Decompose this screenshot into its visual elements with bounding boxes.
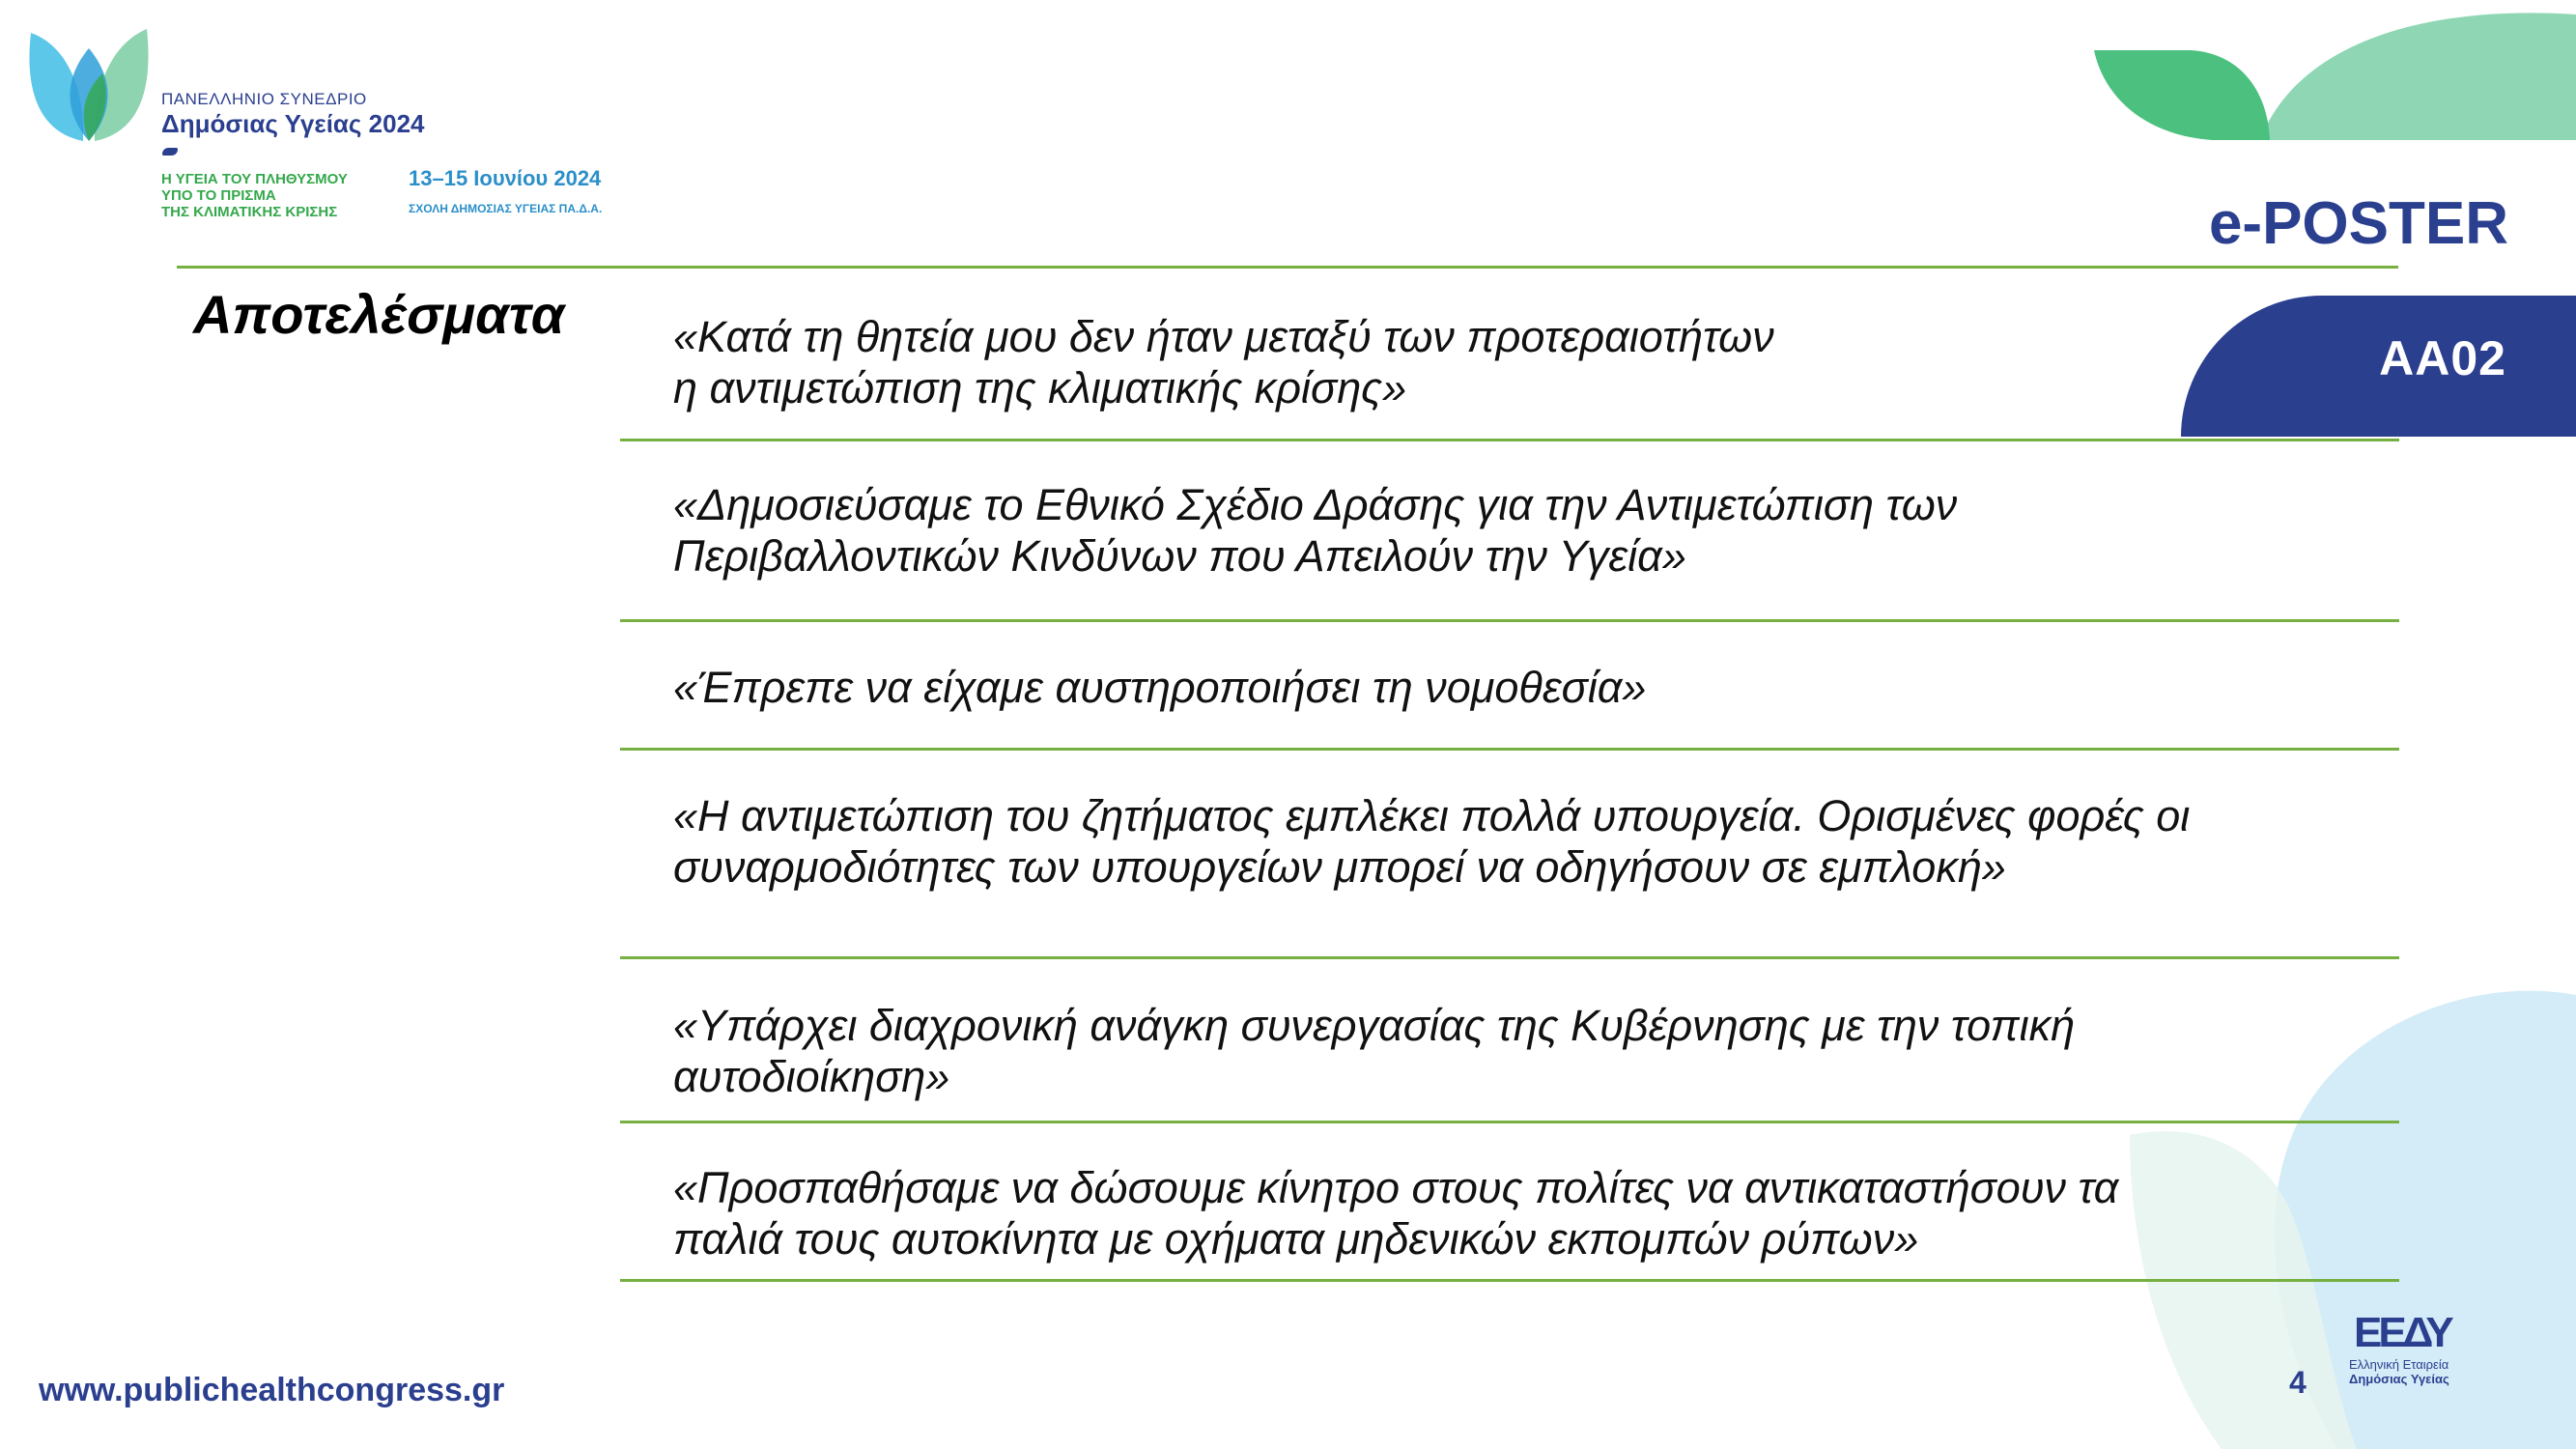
quote-item: «Προσπαθήσαμε να δώσουμε κίνητρο στους πολίτες να αντικαταστήσουν τα παλιά τους αυτοκίνητα με οχήματα μηδενικών εκπομπών ρύπων» [673,1163,2119,1264]
conference-name-line2: Δημόσιας Υγείας 2024 [161,109,425,138]
society-logo [2349,1309,2460,1386]
page-number: 4 [2289,1365,2307,1400]
quote-divider [620,439,2399,441]
quote-divider [620,1279,2399,1282]
quote-divider [620,956,2399,959]
section-heading: Αποτελέσματα [193,284,565,345]
society-name-line1: Ελληνική Εταιρεία [2349,1357,2449,1372]
website-link[interactable]: www.publichealthcongress.gr [39,1372,505,1408]
quote-divider [620,748,2399,751]
conference-venue: ΣΧΟΛΗ ΔΗΜΟΣΙΑΣ ΥΓΕΙΑΣ ΠΑ.Δ.Α. [409,202,603,215]
poster-code: AA02 [2379,331,2506,385]
quote-item: «Η αντιμετώπιση του ζητήματος εμπλέκει πολλά υπουργεία. Ορισμένες φορές οι συναρμοδιότητες των υπουργείων μπορεί να οδηγήσουν σε εμπλοκή» [673,791,2191,892]
quote-item: «Υπάρχει διαχρονική ανάγκη συνεργασίας της Κυβέρνησης με την τοπική αυτοδιοίκηση» [673,1001,2076,1101]
leaf-logo-icon [25,25,153,145]
header-divider [177,266,2398,269]
quote-item: «Δημοσιεύσαμε το Εθνικό Σχέδιο Δράσης για την Αντιμετώπιση των Περιβαλλοντικών Κινδύνων που Απειλούν την Υγεία» [673,480,1958,581]
quote-item: «Κατά τη θητεία μου δεν ήταν μεταξύ των προτεραιοτήτων η αντιμετώπιση της κλιματικής κρίσης» [673,312,1774,412]
top-right-leaf-dark [2094,50,2270,140]
society-mark: ΕΕΔΥ [2354,1309,2450,1356]
quote-divider [620,1121,2399,1123]
quote-item: «Έπρεπε να είχαμε αυστηροποιήσει τη νομοθεσία» [673,663,1647,712]
quote-divider [620,619,2399,622]
society-name-line2: Δημόσιας Υγείας [2349,1372,2449,1386]
top-right-leaf-light [2260,13,2576,140]
conference-name-line1: ΠΑΝΕΛΛΗΝΙΟ ΣΥΝΕΔΡΙΟ [161,90,367,108]
conference-dates: 13–15 Ιουνίου 2024 [409,166,602,190]
poster-type-label: e-POSTER [2208,190,2508,257]
conference-subtitle: Η ΥΓΕΙΑ ΤΟΥ ΠΛΗΘΥΣΜΟΥ ΥΠΟ ΤΟ ΠΡΙΣΜΑ ΤΗΣ ΚΛΙΜΑΤΙΚΗΣ ΚΡΙΣΗΣ [161,171,348,220]
